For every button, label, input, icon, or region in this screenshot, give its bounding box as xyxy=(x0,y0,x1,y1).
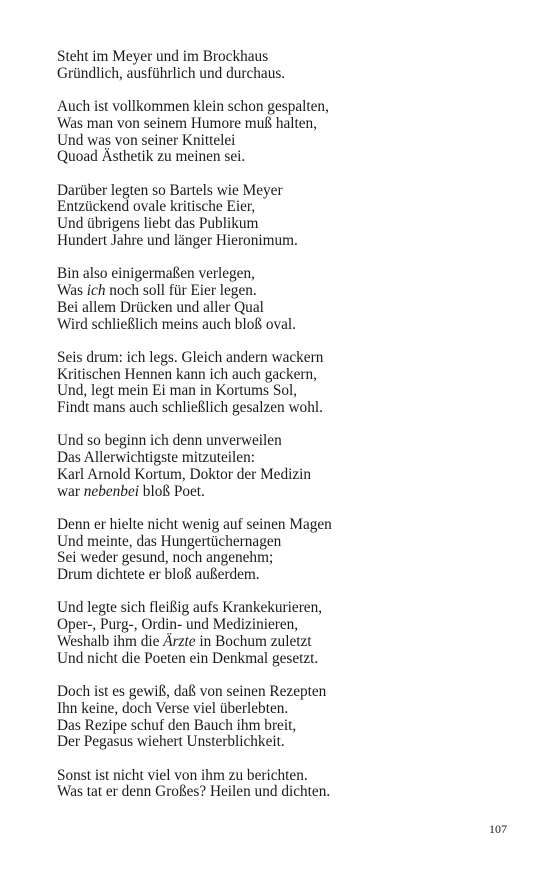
verse-text: Auch ist vollkommen klein schon gespalten, xyxy=(57,97,329,115)
verse-line xyxy=(57,617,527,634)
verse-text: Und meinte, das Hungertüchernagen xyxy=(57,532,282,550)
verse-line xyxy=(57,450,527,467)
verse-text: Steht im Meyer und im Brockhaus xyxy=(57,48,269,65)
verse-line xyxy=(57,651,527,668)
poem-text xyxy=(57,49,527,818)
verse-line xyxy=(57,149,527,166)
page-number: 107 xyxy=(489,822,507,836)
verse-text: Findt mans auch schließlich gesalzen wohl. xyxy=(57,399,323,417)
verse-line xyxy=(57,66,527,83)
verse-text: Und legte sich fleißig aufs Krankekurieren, xyxy=(57,599,323,617)
verse-line xyxy=(57,684,527,701)
verse-text: Der Pegasus wiehert Unsterblichkeit. xyxy=(57,733,285,751)
verse-text: Das Allerwichtigste mitzuteilen: xyxy=(57,449,255,467)
verse-text: in Bochum zuletzt xyxy=(195,633,312,651)
verse-line xyxy=(57,400,527,417)
verse-text: Denn er hielte nicht wenig auf seinen Magen xyxy=(57,515,332,533)
verse-line xyxy=(57,718,527,735)
stanza xyxy=(57,49,527,83)
verse-line xyxy=(57,550,527,567)
stanza xyxy=(57,183,527,250)
verse-text: Das Rezipe schuf den Bauch ihm breit, xyxy=(57,716,297,734)
emphasis-text: Ärzte xyxy=(163,633,196,651)
verse-line xyxy=(57,484,527,501)
emphasis-text: ich xyxy=(86,281,106,299)
verse-text: Entzückend ovale kritische Eier, xyxy=(57,198,256,216)
verse-text: Darüber legten so Bartels wie Meyer xyxy=(57,181,283,199)
verse-line xyxy=(57,300,527,317)
verse-line xyxy=(57,233,527,250)
verse-line xyxy=(57,317,527,334)
verse-line xyxy=(57,768,527,785)
verse-text: Seis drum: ich legs. Gleich andern wackern xyxy=(57,348,324,366)
verse-line xyxy=(57,517,527,534)
stanza xyxy=(57,350,527,417)
verse-line xyxy=(57,283,527,300)
stanza xyxy=(57,433,527,500)
verse-line xyxy=(57,467,527,484)
emphasis-text: nebenbei xyxy=(83,482,139,500)
verse-line xyxy=(57,634,527,651)
verse-text: Und, legt mein Ei man in Kortums Sol, xyxy=(57,382,298,400)
stanza xyxy=(57,684,527,751)
verse-text: Bin also einigermaßen verlegen, xyxy=(57,265,255,283)
verse-line xyxy=(57,216,527,233)
stanza xyxy=(57,600,527,667)
verse-line xyxy=(57,534,527,551)
verse-line xyxy=(57,433,527,450)
verse-text: Weshalb ihm die xyxy=(57,633,164,651)
verse-text: Gründlich, ausführlich und durchaus. xyxy=(57,64,286,82)
verse-line xyxy=(57,133,527,150)
verse-text: Und übrigens liebt das Publikum xyxy=(57,215,259,233)
verse-line xyxy=(57,600,527,617)
verse-line xyxy=(57,350,527,367)
verse-line xyxy=(57,701,527,718)
verse-text: noch soll für Eier legen. xyxy=(105,281,257,299)
verse-text: Was xyxy=(57,281,87,299)
stanza xyxy=(57,768,527,802)
verse-text: Was tat er denn Großes? Heilen und dichten. xyxy=(57,783,331,801)
verse-line xyxy=(57,99,527,116)
verse-line xyxy=(57,383,527,400)
verse-text: Drum dichtete er bloß außerdem. xyxy=(57,566,260,584)
stanza xyxy=(57,99,527,166)
verse-text: Sei weder gesund, noch angenehm; xyxy=(57,549,274,567)
verse-text: Bei allem Drücken und aller Qual xyxy=(57,298,264,316)
verse-text: Und so beginn ich denn unverweilen xyxy=(57,432,282,450)
verse-text: war xyxy=(57,482,84,500)
verse-text: Quoad Ästhetik zu meinen sei. xyxy=(57,148,246,166)
verse-text: Karl Arnold Kortum, Doktor der Medizin xyxy=(57,465,312,483)
verse-text: Doch ist es gewiß, daß von seinen Rezepten xyxy=(57,683,327,701)
verse-text: Was man von seinem Humore muß halten, xyxy=(57,114,318,132)
verse-text: Und nicht die Poeten ein Denkmal gesetzt. xyxy=(57,649,319,667)
verse-line xyxy=(57,734,527,751)
verse-line xyxy=(57,266,527,283)
verse-line xyxy=(57,183,527,200)
verse-text: Und was von seiner Knittelei xyxy=(57,131,236,149)
verse-line xyxy=(57,567,527,584)
verse-text: bloß Poet. xyxy=(138,482,205,500)
verse-line xyxy=(57,784,527,801)
verse-line xyxy=(57,367,527,384)
verse-line xyxy=(57,199,527,216)
verse-text: Ihn keine, doch Verse viel überlebten. xyxy=(57,699,289,717)
verse-text: Oper-, Purg-, Ordin- und Medizinieren, xyxy=(57,616,299,634)
verse-line xyxy=(57,116,527,133)
verse-text: Sonst ist nicht viel von ihm zu berichten. xyxy=(57,766,308,784)
stanza xyxy=(57,266,527,333)
stanza xyxy=(57,517,527,584)
verse-text: Hundert Jahre und länger Hieronimum. xyxy=(57,231,298,249)
verse-text: Kritischen Hennen kann ich auch gackern, xyxy=(57,365,317,383)
verse-text: Wird schließlich meins auch bloß oval. xyxy=(57,315,296,333)
verse-line xyxy=(57,49,527,66)
